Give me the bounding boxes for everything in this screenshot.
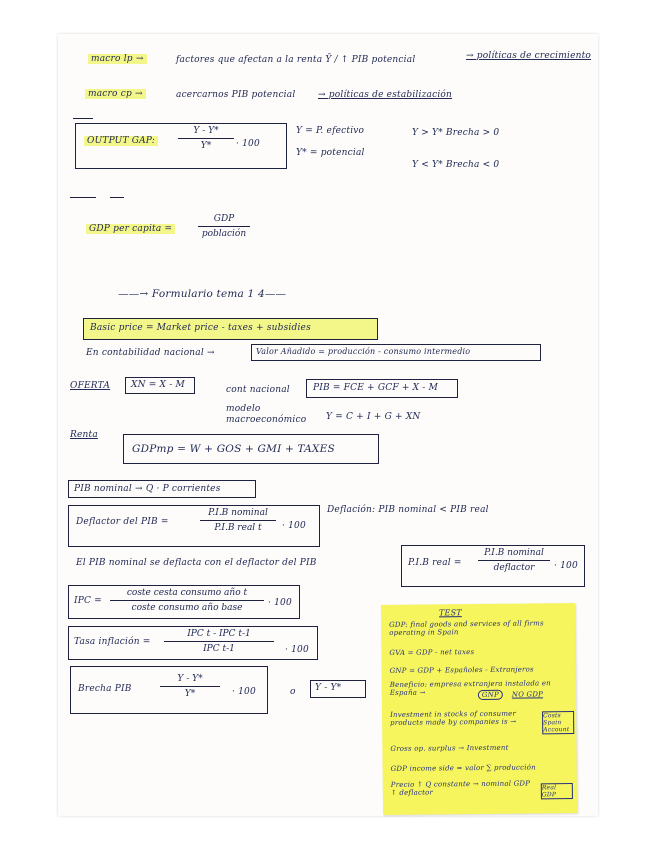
formulario-heading: ——→ Formulario tema 1 4—— xyxy=(118,288,287,300)
fraction-bar xyxy=(200,520,276,521)
inflacion-fraction xyxy=(164,629,274,654)
pib-real-den: deflactor xyxy=(493,563,535,573)
xn-formula: XN = X - M xyxy=(131,380,185,390)
sticky-gdp: GDP: final goods and services of all firms operating in Spain xyxy=(389,619,544,637)
brecha-or: o xyxy=(290,687,296,697)
sticky-beneficio: Beneficio: empresa extranjera instalada en España → xyxy=(389,679,551,697)
oferta-label: OFERTA xyxy=(70,381,111,391)
brecha-tail: · 100 xyxy=(232,687,256,697)
fraction-bar xyxy=(478,560,550,561)
output-gap-label: OUTPUT GAP: xyxy=(84,136,158,146)
modelo-label: modelo xyxy=(226,404,261,414)
sticky-gva: GVA = GDP - net taxes xyxy=(389,648,475,657)
contabilidad-label: En contabilidad nacional → xyxy=(86,348,215,358)
brecha-fraction xyxy=(160,674,220,699)
brecha-den: Y* xyxy=(184,689,196,699)
sticky-no-gdp: NO GDP xyxy=(511,690,544,699)
fraction-bar xyxy=(198,226,250,227)
sticky-gnp-circle: GNP xyxy=(478,690,503,700)
pib-real-tail: · 100 xyxy=(554,561,578,571)
deflactor-fraction xyxy=(200,508,276,533)
output-gap-fraction xyxy=(178,126,234,151)
sticky-gdp-income: GDP income side = valor ∑ producción xyxy=(390,763,536,773)
fraction-bar xyxy=(178,138,234,139)
gap-positive: Y > Y* Brecha > 0 xyxy=(412,128,500,138)
output-gap-num: Y - Y* xyxy=(193,126,219,136)
y-definition: Y = P. efectivo xyxy=(296,126,365,136)
sticky-note xyxy=(381,603,577,815)
deflacion-note: Deflación: PIB nominal < PIB real xyxy=(327,505,489,515)
valor-anadido-formula: Valor Añadido = producción - consumo intermedio xyxy=(256,347,471,356)
sticky-real-gdp: Real GDP xyxy=(541,783,573,799)
inflacion-num: IPC t - IPC t-1 xyxy=(187,629,251,639)
divider xyxy=(110,197,124,198)
divider xyxy=(70,197,96,198)
macro-lp-result: → políticas de crecimiento xyxy=(466,51,592,61)
brecha-label: Brecha PIB xyxy=(78,684,132,694)
pib-nominal-formula: PIB nominal → Q · P corrientes xyxy=(74,484,221,494)
macro-lp-label: macro lp → xyxy=(88,54,147,64)
brecha-alt-formula: Y - Y* xyxy=(315,683,342,693)
sticky-investment: Investment in stocks of consumer products made by companies is → xyxy=(390,709,517,727)
gdp-pc-den: población xyxy=(201,229,247,239)
fraction-bar xyxy=(164,641,274,642)
sticky-gross: Gross op. surplus → Investment xyxy=(390,743,509,753)
output-gap-tail: · 100 xyxy=(236,139,260,149)
deflactor-tail: · 100 xyxy=(282,521,306,531)
ipc-label: IPC = xyxy=(74,596,102,606)
pib-deflacta-note: El PIB nominal se deflacta con el deflactor del PIB xyxy=(76,558,317,568)
fraction-bar xyxy=(110,600,264,601)
divider xyxy=(73,118,93,119)
macro-cp-text: acercarnos PIB potencial xyxy=(176,90,296,100)
ipc-tail: · 100 xyxy=(268,598,292,608)
macro-cp-label: macro cp → xyxy=(85,89,146,99)
inflacion-label: Tasa inflación = xyxy=(74,637,151,647)
renta-label: Renta xyxy=(70,430,98,440)
output-gap-den: Y* xyxy=(200,141,212,151)
deflactor-den: P.I.B real t xyxy=(214,523,262,533)
sticky-costs: Costs Spain Account xyxy=(542,711,574,734)
sticky-gnp: GNP = GDP + Españoles - Extranjeros xyxy=(389,665,534,675)
inflacion-den: IPC t-1 xyxy=(203,644,235,654)
gdp-per-capita-fraction xyxy=(198,214,250,239)
gdp-pc-num: GDP xyxy=(213,214,235,224)
pib-real-fraction xyxy=(478,548,550,573)
deflactor-num: P.I.B nominal xyxy=(208,508,268,518)
gdp-per-capita-label: GDP per capita = xyxy=(86,224,175,234)
deflactor-label: Deflactor del PIB = xyxy=(76,517,169,527)
cont-nacional-label: cont nacional xyxy=(226,385,290,395)
gdp-mp-formula: GDPmp = W + GOS + GMI + TAXES xyxy=(132,443,335,455)
gap-negative: Y < Y* Brecha < 0 xyxy=(412,160,500,170)
ipc-den: coste consumo año base xyxy=(131,603,243,613)
macro-lp-text: factores que afectan a la renta Ȳ / ↑ PIB potencial xyxy=(176,55,416,65)
brecha-num: Y - Y* xyxy=(177,674,203,684)
macro-cp-result: → políticas de estabilización xyxy=(318,90,453,100)
macroeconomico-label: macroeconómico xyxy=(226,415,307,425)
ystar-definition: Y* = potencial xyxy=(296,148,365,158)
sticky-precio: Precio ↑ Q constante → nominal GDP ↑ deflactor xyxy=(390,779,531,797)
fraction-bar xyxy=(160,686,220,687)
pib-formula: PIB = FCE + GCF + X - M xyxy=(313,383,439,393)
basic-price-formula: Basic price = Market price - taxes + subsidies xyxy=(90,323,311,333)
pib-real-label: P.I.B real = xyxy=(408,558,462,568)
sticky-test: TEST xyxy=(438,608,462,618)
ipc-fraction xyxy=(110,588,264,613)
ipc-num: coste cesta consumo año t xyxy=(126,588,248,598)
pib-real-num: P.I.B nominal xyxy=(484,548,544,558)
modelo-formula: Y = C + I + G + XN xyxy=(326,412,421,422)
inflacion-tail: · 100 xyxy=(285,645,309,655)
